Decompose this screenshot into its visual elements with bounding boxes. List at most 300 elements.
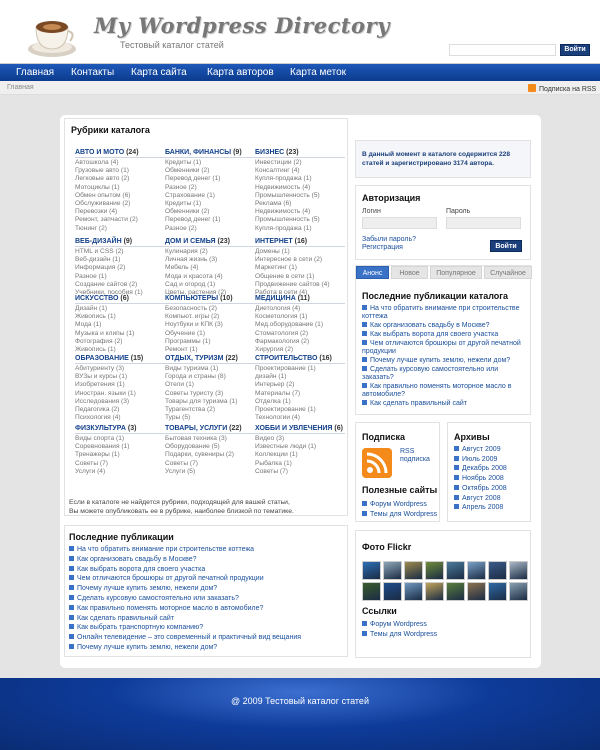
catalog-post-item[interactable] xyxy=(362,366,528,382)
category-heading[interactable] xyxy=(255,295,345,304)
category-name[interactable]: ОБРАЗОВАНИЕ xyxy=(75,355,131,362)
category-heading[interactable] xyxy=(255,149,345,158)
recent-post-item-link[interactable]: Сделать курсовую самостоятельно или заказать? xyxy=(77,594,239,602)
category-count: (6) xyxy=(120,295,129,302)
archive-item[interactable] xyxy=(454,464,507,474)
category-count: (9) xyxy=(233,149,242,156)
subcategory-link[interactable]: Туры (5) xyxy=(165,414,191,422)
catalog-note-line-1: Если в каталоге не найдется рубрики, подходящей для вашей статьи, xyxy=(69,499,290,506)
rss-subscribe-link[interactable] xyxy=(528,84,596,93)
flickr-photo-thumbnail[interactable] xyxy=(404,582,423,601)
subcategory-link[interactable]: Консалтинг (4) xyxy=(255,167,300,175)
category-name[interactable]: ИСКУССТВО xyxy=(75,295,121,302)
subcategory-link[interactable]: Косметология (1) xyxy=(255,313,308,321)
subcategory-link[interactable]: Известные люди (1) xyxy=(255,443,317,451)
subcategory-link[interactable]: Легковые авто (2) xyxy=(75,175,130,183)
catalog-stats-text: В данный момент в каталоге содержится 228 статей и зарегистрировано 3174 автора. xyxy=(362,151,510,167)
subcategory-link[interactable]: Мед.оборудование (1) xyxy=(255,321,324,329)
subcategory-link[interactable]: Инвестиции (2) xyxy=(255,159,302,166)
bullet-icon xyxy=(362,305,367,310)
recent-post-item-link[interactable]: Как сделать правильный сайт xyxy=(77,614,175,622)
subcategory-link[interactable]: Создание сайтов (2) xyxy=(75,280,138,288)
subcategory-link[interactable]: Материалы (7) xyxy=(255,389,301,397)
category-heading[interactable] xyxy=(165,425,255,434)
category-heading[interactable] xyxy=(75,238,165,247)
catalog-title: Рубрики каталога xyxy=(71,125,150,135)
recent-post-item-link[interactable]: Как выбрать ворота для своего участка xyxy=(77,565,206,573)
catalog-post-item-link[interactable]: Сделать курсовую самостоятельно или заказать? xyxy=(362,366,499,381)
subcategory-link[interactable]: Перевозки (4) xyxy=(75,208,118,216)
subcategory-link[interactable]: Исследования (3) xyxy=(75,397,130,405)
archive-item[interactable] xyxy=(454,494,507,504)
archive-item-link[interactable]: Октябрь 2008 xyxy=(462,484,507,492)
archive-item[interactable] xyxy=(454,474,507,484)
subcategory-link[interactable]: Живопись (1) xyxy=(75,313,116,321)
archive-item-link[interactable]: Август 2009 xyxy=(462,446,501,453)
site-header xyxy=(0,0,600,64)
recent-post-item[interactable] xyxy=(69,584,345,594)
subcategory-link[interactable]: Абитуриенту (3) xyxy=(75,365,125,372)
subcategory-link[interactable]: Виды туризма (1) xyxy=(165,365,219,372)
category-name[interactable]: СТРОИТЕЛЬСТВО xyxy=(255,355,320,362)
subcategory-link[interactable]: Реклама (6) xyxy=(255,200,292,208)
flickr-photo-thumbnail[interactable] xyxy=(383,582,402,601)
category-group xyxy=(255,295,345,354)
subcategory-link[interactable]: Иностран. языки (1) xyxy=(75,389,136,397)
subcategory-link[interactable]: Обучение (1) xyxy=(165,329,206,337)
subcategory-link[interactable]: Советы (7) xyxy=(165,459,198,467)
subcategory-link[interactable]: Мода и красота (4) xyxy=(165,272,223,280)
subcategory-link[interactable]: Подарки, сувениры (2) xyxy=(165,451,234,459)
posts-tabs-box xyxy=(355,265,531,415)
subcategory-link[interactable]: Разное (1) xyxy=(75,272,107,280)
register-link[interactable]: Регистрация xyxy=(362,244,403,251)
recent-posts-list xyxy=(69,545,345,653)
recent-post-item-link[interactable]: Как выбрать транспортную компанию? xyxy=(77,624,204,632)
archive-item-link[interactable]: Июль 2009 xyxy=(462,455,498,463)
catalog-post-item[interactable] xyxy=(362,383,528,399)
useful-sites-list xyxy=(362,500,437,520)
catalog-post-item[interactable] xyxy=(362,322,528,330)
bullet-icon xyxy=(454,465,459,470)
category-count: (22) xyxy=(225,355,238,362)
subcategory-link[interactable]: Перевод денег (1) xyxy=(165,216,221,224)
link-item-link[interactable]: Темы для Wordpress xyxy=(370,630,438,638)
useful-site-item[interactable] xyxy=(362,500,437,510)
subcategory-link[interactable]: Проектирование (1) xyxy=(255,365,316,372)
category-heading[interactable] xyxy=(75,149,165,158)
useful-site-item-link[interactable]: Форум Wordpress xyxy=(370,501,427,508)
password-field[interactable] xyxy=(446,217,521,229)
subcategory-link[interactable]: Купля-продажа (1) xyxy=(255,175,312,183)
useful-site-item[interactable] xyxy=(362,510,437,520)
subcategory-link[interactable]: Страхование (1) xyxy=(165,191,215,199)
subcategory-link[interactable]: Советы (7) xyxy=(75,459,108,467)
recent-post-item[interactable] xyxy=(69,633,345,643)
subcategory-link[interactable]: Музыка и клипы (1) xyxy=(75,329,135,337)
subcategory-link[interactable]: Маркетинг (1) xyxy=(255,264,297,272)
subcategory-link[interactable]: Живопись (1) xyxy=(75,346,116,354)
tab-random[interactable]: Случайное xyxy=(484,266,532,279)
subcategory-link[interactable]: Промышленность (5) xyxy=(255,216,320,224)
bullet-icon xyxy=(69,595,74,600)
flickr-photo-thumbnail[interactable] xyxy=(446,561,465,580)
flickr-photo-thumbnail[interactable] xyxy=(488,561,507,580)
flickr-photo-thumbnail[interactable] xyxy=(446,582,465,601)
subcategory-link[interactable]: Учебники, пособия (1) xyxy=(75,289,143,297)
subcategory-link[interactable]: Дизайн (1) xyxy=(75,305,108,312)
subcategory-link[interactable]: Турагентства (2) xyxy=(165,406,216,414)
archive-item[interactable] xyxy=(454,484,507,494)
flickr-photo-thumbnail[interactable] xyxy=(425,561,444,580)
category-name[interactable]: ИНТЕРНЕТ xyxy=(255,238,295,245)
subcategory-link[interactable]: Недвижимость (4) xyxy=(255,183,311,191)
bullet-icon xyxy=(454,485,459,490)
site-footer xyxy=(0,678,600,750)
recent-post-item-link[interactable]: Как организовать свадьбу в Москве? xyxy=(77,555,197,563)
subcategory-link[interactable]: Цветы, растения (2) xyxy=(165,289,227,297)
catalog-post-item[interactable] xyxy=(362,357,528,365)
subcategory-link[interactable]: Кулинария (2) xyxy=(165,248,208,255)
bullet-icon xyxy=(362,383,367,388)
tab-announce[interactable]: Анонс xyxy=(356,266,389,279)
breadcrumb[interactable]: Главная xyxy=(7,84,34,91)
recent-post-item[interactable] xyxy=(69,545,345,555)
footer-copyright: @ 2009 Тестовый каталог статей xyxy=(231,696,369,706)
category-name[interactable]: БАНКИ, ФИНАНСЫ xyxy=(165,149,234,156)
bullet-icon xyxy=(69,634,74,639)
category-name[interactable]: КОМПЬЮТЕРЫ xyxy=(165,295,221,302)
breadcrumb-bar xyxy=(0,81,600,95)
category-group xyxy=(255,149,345,233)
nav-item-contacts[interactable]: Контакты xyxy=(71,67,115,78)
subcategory-link[interactable]: Ремонт, запчасти (2) xyxy=(75,216,138,224)
bullet-icon xyxy=(362,631,367,636)
recent-post-item[interactable] xyxy=(69,594,345,604)
subcategory-link[interactable]: Соревнования (1) xyxy=(75,443,130,451)
category-group xyxy=(255,355,345,422)
catalog-post-item[interactable] xyxy=(362,400,528,408)
archive-item-link[interactable]: Апрель 2008 xyxy=(462,504,504,512)
category-name[interactable]: АВТО И МОТО xyxy=(75,149,127,156)
subcategory-link[interactable]: Фотография (2) xyxy=(75,337,123,345)
category-name[interactable]: МЕДИЦИНА xyxy=(255,295,298,302)
category-heading[interactable] xyxy=(75,355,165,364)
subcategory-link[interactable]: Видео (3) xyxy=(255,435,285,442)
subcategory-link[interactable]: Отели (1) xyxy=(165,381,194,389)
subcategory-link[interactable]: Отделка (1) xyxy=(255,397,291,405)
bullet-icon xyxy=(362,511,367,516)
bullet-icon xyxy=(362,400,367,405)
bullet-icon xyxy=(362,331,367,336)
nav-item-home[interactable]: Главная xyxy=(16,67,55,78)
useful-sites-title: Полезные сайты xyxy=(362,485,438,495)
category-heading[interactable] xyxy=(255,238,345,247)
subcategory-link[interactable]: Педагогика (2) xyxy=(75,406,120,414)
catalog-post-item-link[interactable]: Как правильно поменять моторное масло в автомобиле? xyxy=(362,383,512,398)
recent-post-item[interactable] xyxy=(69,643,345,653)
subcategory-link[interactable]: Интересное в сети (2) xyxy=(255,256,323,264)
archive-item-link[interactable]: Ноябрь 2008 xyxy=(462,475,504,483)
subcategory-link[interactable]: Рыбалка (1) xyxy=(255,459,292,467)
subcategory-link[interactable]: Тюнинг (2) xyxy=(75,224,107,232)
recent-posts-box xyxy=(64,525,348,657)
category-group xyxy=(165,295,255,354)
bullet-icon xyxy=(362,340,367,345)
coffee-cup-logo-icon[interactable] xyxy=(24,5,80,61)
subcategory-link[interactable]: Программы (1) xyxy=(165,337,211,345)
bullet-icon xyxy=(362,621,367,626)
category-name[interactable]: ТОВАРЫ, УСЛУГИ xyxy=(165,425,230,432)
nav-item-sitemap[interactable]: Карта сайта xyxy=(131,67,187,78)
flickr-photo-thumbnail[interactable] xyxy=(383,561,402,580)
subcategory-link[interactable]: Стоматология (2) xyxy=(255,329,309,337)
catalog-post-item-link[interactable]: Почему лучше купить землю, нежели дом? xyxy=(370,357,511,364)
bullet-icon xyxy=(69,605,74,610)
subcategory-link[interactable]: Обменники (2) xyxy=(165,167,210,175)
tab-new[interactable]: Новое xyxy=(391,266,428,279)
bullet-icon xyxy=(69,615,74,620)
category-count: (15) xyxy=(130,355,144,362)
subcategory-link[interactable]: Обслуживание (2) xyxy=(75,200,131,208)
subcategory-link[interactable]: Изобретения (1) xyxy=(75,381,125,389)
subcategory-link[interactable]: Советы туристу (3) xyxy=(165,389,224,397)
category-count: (6) xyxy=(334,425,343,432)
category-count: (23) xyxy=(286,149,299,156)
category-name[interactable]: ФИЗКУЛЬТУРА xyxy=(75,425,128,432)
subcategory-link[interactable]: Компьют. игры (2) xyxy=(165,313,220,321)
archive-item[interactable] xyxy=(454,455,507,465)
bullet-icon xyxy=(454,504,459,509)
subcategory-link[interactable]: Хирургия (2) xyxy=(255,346,294,354)
link-item-link[interactable]: Форум Wordpress xyxy=(370,621,427,628)
subcategory-link[interactable]: Диетология (4) xyxy=(255,305,301,312)
search-button[interactable]: Войти xyxy=(560,44,590,56)
subcategory-link[interactable]: Информация (2) xyxy=(75,264,126,272)
subcategory-link[interactable]: Купля-продажа (1) xyxy=(255,224,312,232)
category-name[interactable]: БИЗНЕС xyxy=(255,149,287,156)
subcategory-link[interactable]: Психология (4) xyxy=(75,414,121,422)
category-name[interactable]: ОТДЫХ, ТУРИЗМ xyxy=(165,355,226,362)
archive-title: Архивы xyxy=(454,432,490,442)
login-field[interactable] xyxy=(362,217,437,229)
flickr-title: Фото Flickr xyxy=(362,542,412,552)
recent-post-item[interactable] xyxy=(69,614,345,624)
main-nav xyxy=(0,64,600,81)
subcategory-link[interactable]: Работа в сети (4) xyxy=(255,289,308,297)
links-title: Ссылки xyxy=(362,606,397,616)
category-heading[interactable] xyxy=(255,425,345,434)
subcategory-link[interactable]: Общение в сети (1) xyxy=(255,272,315,280)
login-button[interactable]: Войти xyxy=(490,240,522,252)
subcategory-link[interactable]: Разное (2) xyxy=(165,224,197,232)
subcategory-link[interactable]: Советы (7) xyxy=(255,467,288,475)
category-group xyxy=(75,295,165,354)
rss-subscribe-label: Подписка на RSS xyxy=(539,86,597,93)
catalog-post-item-link[interactable]: Как выбрать ворота для своего участка xyxy=(370,331,499,338)
site-title[interactable]: My Wordpress Directory xyxy=(94,13,390,38)
subcategory-link[interactable]: Технологии (4) xyxy=(255,414,300,422)
flickr-photo-thumbnail[interactable] xyxy=(362,561,381,580)
bullet-icon xyxy=(454,495,459,500)
link-item[interactable] xyxy=(362,630,437,640)
subcategory-link[interactable]: Оборудование (5) xyxy=(165,443,220,451)
subcategory-link[interactable]: Услуги (4) xyxy=(75,467,106,475)
recent-post-item-link[interactable]: Онлайн телевидение – это современный и практичный вид вещания xyxy=(77,634,302,642)
subcategory-link[interactable]: Бытовая техника (3) xyxy=(165,435,227,442)
catalog-post-item-link[interactable]: Как сделать правильный сайт xyxy=(370,400,468,407)
subcategory-link[interactable]: Тренажеры (1) xyxy=(75,451,120,459)
recent-post-item-link[interactable]: Почему лучше купить землю, нежели дом? xyxy=(77,643,218,651)
flickr-photo-thumbnail[interactable] xyxy=(467,561,486,580)
bullet-icon xyxy=(69,575,74,580)
recent-posts-title: Последние публикации xyxy=(69,532,174,542)
catalog-box xyxy=(64,118,348,516)
subcategory-link[interactable]: Проектирование (1) xyxy=(255,406,316,414)
bullet-icon xyxy=(454,475,459,480)
subcategory-link[interactable]: Виды спорта (1) xyxy=(75,435,125,442)
recent-post-item-link[interactable]: Чем отличаются брошюры от другой печатной продукции xyxy=(77,575,264,583)
catalog-post-item-link[interactable]: Чем отличаются брошюры от другой печатной продукции xyxy=(362,340,521,355)
category-group xyxy=(165,238,255,297)
subscribe-box xyxy=(355,422,440,522)
category-group xyxy=(75,425,165,476)
subcategory-link[interactable]: дизайн (1) xyxy=(255,373,287,381)
nav-item-tags-map[interactable]: Карта меток xyxy=(290,67,347,78)
subcategory-link[interactable]: Промышленность (5) xyxy=(255,191,320,199)
rss-icon xyxy=(528,84,536,92)
recent-post-item[interactable] xyxy=(69,623,345,633)
tab-popular[interactable]: Популярное xyxy=(430,266,482,279)
catalog-stats-box xyxy=(355,140,531,178)
flickr-photo-thumbnail[interactable] xyxy=(509,582,528,601)
flickr-photo-thumbnail[interactable] xyxy=(488,582,507,601)
category-count: (10) xyxy=(220,295,233,302)
subcategory-link[interactable]: Веб-дизайн (1) xyxy=(75,256,121,264)
archive-item[interactable] xyxy=(454,503,507,513)
subcategory-link[interactable]: Обмен опытом (6) xyxy=(75,191,131,199)
subcategory-link[interactable]: Мода (1) xyxy=(75,321,102,329)
flickr-photo-thumbnail[interactable] xyxy=(509,561,528,580)
category-name[interactable]: ВЕБ-ДИЗАЙН xyxy=(75,238,124,245)
link-item[interactable] xyxy=(362,620,437,630)
recent-post-item[interactable] xyxy=(69,574,345,584)
bullet-icon xyxy=(362,501,367,506)
recent-post-item[interactable] xyxy=(69,555,345,565)
subcategory-link[interactable]: Грузовые авто (1) xyxy=(75,167,129,175)
useful-site-item-link[interactable]: Темы для Wordpress xyxy=(370,510,438,518)
password-label: Пароль xyxy=(446,208,471,215)
rss-subscribe-text[interactable]: RSS подписка xyxy=(400,448,430,463)
subcategory-link[interactable]: Недвижимость (4) xyxy=(255,208,311,216)
rss-icon[interactable] xyxy=(362,448,392,478)
category-heading[interactable] xyxy=(255,355,345,364)
recent-post-item-link[interactable]: Как правильно поменять моторное масло в автомобиле? xyxy=(77,604,264,612)
subcategory-link[interactable]: Кредиты (1) xyxy=(165,159,202,166)
subcategory-link[interactable]: Домены (1) xyxy=(255,248,290,255)
subcategory-link[interactable]: Сад и огород (1) xyxy=(165,280,216,288)
search-input[interactable] xyxy=(449,44,556,56)
bullet-icon xyxy=(362,357,367,362)
auth-title: Авторизация xyxy=(362,193,421,203)
subcategory-link[interactable]: Продвижение сайтов (4) xyxy=(255,280,330,288)
category-group xyxy=(165,355,255,422)
archive-list xyxy=(454,445,507,513)
flickr-photo-thumbnail[interactable] xyxy=(425,582,444,601)
forgot-password-link[interactable]: Забыли пароль? xyxy=(362,236,417,243)
flickr-photo-thumbnail[interactable] xyxy=(362,582,381,601)
catalog-post-item[interactable] xyxy=(362,331,528,339)
subcategory-link[interactable]: Личная жизнь (3) xyxy=(165,256,218,264)
category-heading[interactable] xyxy=(165,295,255,304)
archive-item-link[interactable]: Декабрь 2008 xyxy=(462,465,507,473)
subcategory-link[interactable]: Ноутбуки и КПК (3) xyxy=(165,321,223,329)
archive-item-link[interactable]: Август 2008 xyxy=(462,494,501,502)
category-name[interactable]: ДОМ И СЕМЬЯ xyxy=(165,238,218,245)
subcategory-link[interactable]: Автошкола (4) xyxy=(75,159,119,166)
subcategory-link[interactable]: Безопасность (2) xyxy=(165,305,217,312)
category-count: (24) xyxy=(126,149,139,156)
category-count: (3) xyxy=(127,425,137,432)
category-heading[interactable] xyxy=(165,355,255,364)
flickr-photo-thumbnail[interactable] xyxy=(467,582,486,601)
subcategory-link[interactable]: Разное (2) xyxy=(165,183,197,191)
flickr-photo-thumbnail[interactable] xyxy=(404,561,423,580)
category-heading[interactable] xyxy=(165,149,255,158)
catalog-post-item-link[interactable]: На что обратить внимание при строительстве коттежа xyxy=(362,305,520,320)
flickr-box xyxy=(355,530,531,658)
catalog-post-item-link[interactable]: Как организовать свадьбу в Москве? xyxy=(370,322,490,329)
category-group xyxy=(75,149,165,233)
bullet-icon xyxy=(362,322,367,327)
category-count: (9) xyxy=(123,238,133,245)
category-count: (16) xyxy=(294,238,308,245)
subcategory-link[interactable]: Города и страны (8) xyxy=(165,373,226,381)
subcategory-link[interactable]: Кредиты (1) xyxy=(165,200,202,208)
recent-post-item-link[interactable]: На что обратить внимание при строительстве коттежа xyxy=(77,546,255,553)
subcategory-link[interactable]: Мебель (4) xyxy=(165,264,199,272)
recent-post-item-link[interactable]: Почему лучше купить землю, нежели дом? xyxy=(77,585,218,593)
catalog-note xyxy=(69,499,339,516)
subcategory-link[interactable]: Перевод денег (1) xyxy=(165,175,221,183)
category-name[interactable]: ХОББИ И УВЛЕЧЕНИЯ xyxy=(255,425,335,432)
bullet-icon xyxy=(69,585,74,590)
subcategory-link[interactable]: HTML и CSS (2) xyxy=(75,248,124,255)
subcategory-link[interactable]: Фармакология (2) xyxy=(255,337,310,345)
subcategory-link[interactable]: Услуги (5) xyxy=(165,467,196,475)
subcategory-link[interactable]: Товары для туризма (1) xyxy=(165,397,238,405)
subcategory-link[interactable]: ВУЗы и курсы (1) xyxy=(75,373,128,381)
category-heading[interactable] xyxy=(165,238,255,247)
archive-item[interactable] xyxy=(454,445,507,455)
category-group xyxy=(255,425,345,476)
subcategory-link[interactable]: Ремонт (1) xyxy=(165,346,198,354)
subcategory-link[interactable]: Коллекции (1) xyxy=(255,451,298,459)
catalog-post-item[interactable] xyxy=(362,340,528,356)
site-subtitle: Тестовый каталог статей xyxy=(120,40,224,50)
recent-post-item[interactable] xyxy=(69,604,345,614)
recent-post-item[interactable] xyxy=(69,565,345,575)
nav-item-authors-map[interactable]: Карта авторов xyxy=(207,67,274,78)
category-count: (11) xyxy=(297,295,310,302)
category-heading[interactable] xyxy=(75,295,165,304)
subcategory-link[interactable]: Обменники (2) xyxy=(165,208,210,216)
subcategory-link[interactable]: Мотоциклы (1) xyxy=(75,183,120,191)
category-heading[interactable] xyxy=(75,425,165,434)
catalog-post-item[interactable] xyxy=(362,305,528,321)
bullet-icon xyxy=(69,624,74,629)
subcategory-link[interactable]: Интерьер (2) xyxy=(255,381,295,389)
